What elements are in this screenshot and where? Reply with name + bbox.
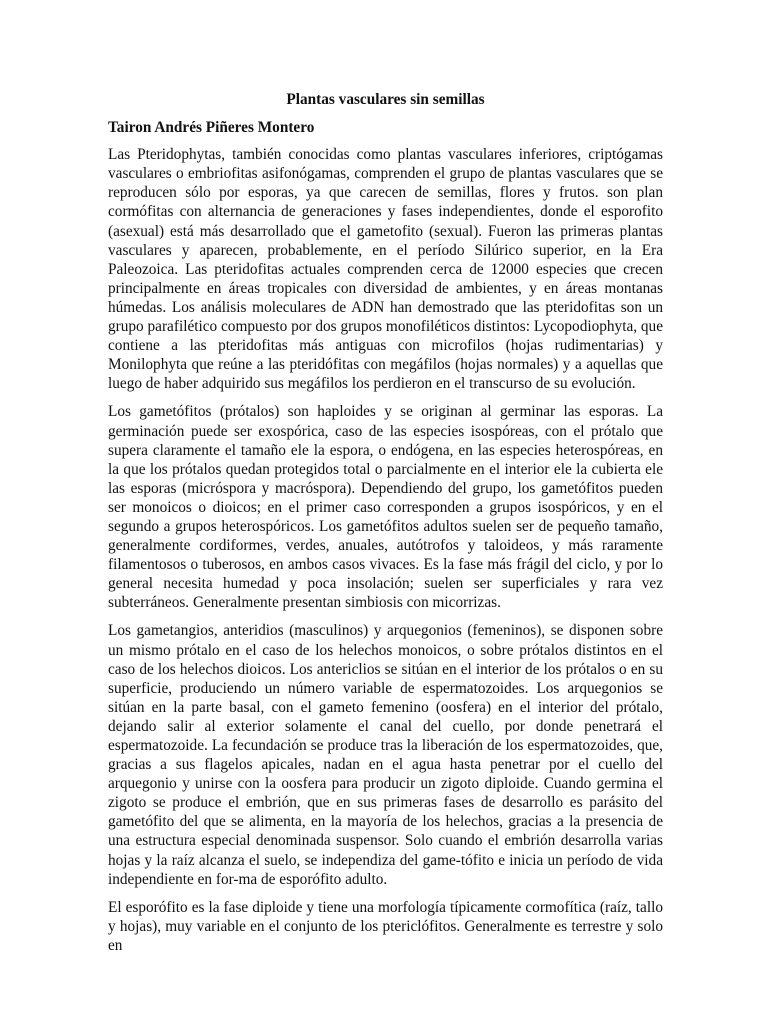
paragraph-pteridophytas-intro: Las Pteridophytas, también conocidas como plantas vasculares inferiores, criptógamas vasculares o embriofitas asifonógamas, comprenden el grupo de plantas vasculares que se reproducen sólo por esporas, ya que carecen de semillas, flores y frutos. son plan cormófitas con alternancia de generaciones y fases independientes, donde el esporofito (asexual) está más desarrollado que el gametofito (sexual). Fueron las primeras plantas vasculares y aparecen, probablemente, en el período Silúrico superior, en la Era Paleozoica. Las pteridofitas actuales comprenden cerca de 12000 especies que crecen principalmente en áreas tropicales con diversidad de ambientes, y en áreas montanas húmedas. Los análisis moleculares de ADN han demostrado que las pteridofitas son un grupo parafilético compuesto por dos grupos monofiléticos distintos: Lycopodiophyta, que contiene a las pteridofitas más antiguas con microfilos (hojas rudimentarias) y Monilophyta que reúne a las pteridófitas con megáfilos (hojas normales) y a aquellas que luego de haber adquirido sus megáfilos los perdieron en el transcurso de su evolución.	[108, 146, 663, 393]
paragraph-gametangios: Los gametangios, anteridios (masculinos) y arquegonios (femeninos), se disponen sobre un mismo prótalo en el caso de los helechos monoicos, o sobre prótalos distintos en el caso de los helechos dioicos. Los antericlios se sitúan en el interior de los prótalos o en su superficie, produciendo un número variable de espermatozoides. Los arquegonios se sitúan en la parte basal, con el gameto femenino (oosfera) en el interior del prótalo, dejando salir al exterior solamente el canal del cuello, por donde penetrará el espermatozoide. La fecundación se produce tras la liberación de los espermatozoides, que, gracias a sus flagelos apicales, nadan en el agua hasta penetrar por el cuello del arquegonio y unirse con la oosfera para producir un zigoto diploide. Cuando germina el zigoto se produce el embrión, que en sus primeras fases de desarrollo es parásito del gametófito del que se alimenta, en la mayoría de los helechos, gracias a la presencia de una estructura especial denominada suspensor. Solo cuando el embrión desarrolla varias hojas y la raíz alcanza el suelo, se independiza del game-tófito e inicia un período de vida independiente en for-ma de esporófito adulto.	[108, 622, 663, 888]
paragraph-gametofitos: Los gametófitos (prótalos) son haploides y se originan al germinar las esporas. La germinación puede ser exospórica, caso de las especies isospóreas, con el prótalo que supera claramente el tamaño ele la espora, o endógena, en las especies heterospóreas, en la que los prótalos quedan protegidos total o parcialmente en el interior ele la cubierta ele las esporas (micróspora y macróspora). Dependiendo del grupo, los gametófitos pueden ser monoicos o dioicos; en el primer caso corresponden a grupos isospóricos, y en el segundo a grupos heterospóricos. Los gametófitos adultos suelen ser de pequeño tamaño, generalmente cordiformes, verdes, anuales, autótrofos y taloideos, y más raramente filamentosos o tuberosos, en ambos casos vivaces. Es la fase más frágil del ciclo, y por lo general necesita humedad y poca insolación; suelen ser superficiales y rara vez subterráneos. Generalmente presentan simbiosis con micorrizas.	[108, 403, 663, 612]
document-title: Plantas vasculares sin semillas	[286, 91, 485, 108]
paragraph-esporofito: El esporófito es la fase diploide y tiene una morfología típicamente cormofítica (raíz, tallo y hojas), muy variable en el conjunto de los ptericlófitos. Generalmente es terrestre y solo en	[108, 898, 663, 954]
document-author: Tairon Andrés Piñeres Montero	[108, 119, 315, 137]
